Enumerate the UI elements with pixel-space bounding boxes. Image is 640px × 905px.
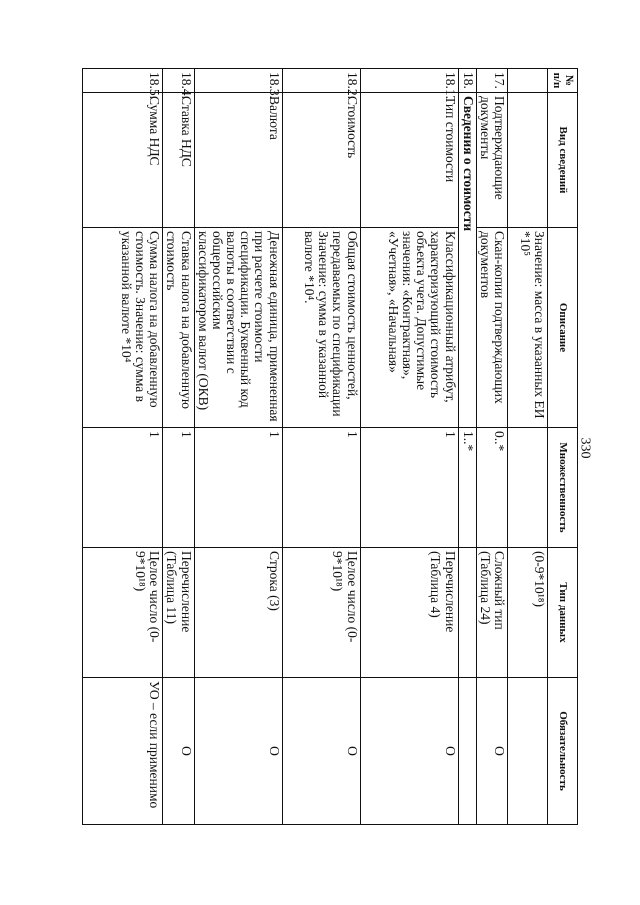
cell-desc: Общая стоимость ценностей, передаваемых по спецификации Значение: сумма в указанной валюте *10⁴. [282,228,360,428]
header-desc: Описание [548,228,578,428]
specification-table [82,68,578,825]
cell-type: Перечисление (Таблица 11) [163,548,194,678]
cell-kind: Ставка НДС [163,93,194,228]
cell-type: (0-9*10¹⁸) [508,548,548,678]
cell-kind [508,93,548,228]
cell-desc: Сумма налога на добавленную стоимость. Значение: сумма в указанной валюте *10⁴ [83,228,163,428]
cell-kind: Стоимость [282,93,360,228]
cell-mult: 0..* [476,428,507,548]
cell-kind: Валюта [194,93,282,228]
table-row [83,69,163,825]
cell-req [458,678,476,825]
cell-req: О [194,678,282,825]
cell-req: О [476,678,507,825]
cell-desc: Классификационный атрибут, характеризующий стоимость объекта учета. Допустимые значения: «Контрактная», «Учетная», «Начальная» [360,228,458,428]
cell-desc: Ставка налога на добавленную стоимость [163,228,194,428]
table-row [282,69,360,825]
cell-req [508,678,548,825]
table-row [360,69,458,825]
cell-req: О [282,678,360,825]
cell-num: 18.1. [360,69,458,93]
header-row [548,69,578,825]
cell-mult: 1 [360,428,458,548]
table-row [163,69,194,825]
cell-num: 17. [476,69,507,93]
cell-num: 18.3. [194,69,282,93]
table-row [476,69,507,825]
cell-mult: 1 [282,428,360,548]
table-row [194,69,282,825]
header-mult: Множественность [548,428,578,548]
header-num: № п/п [548,69,578,93]
table-row [458,69,476,825]
cell-req: О [360,678,458,825]
cell-mult: 1..* [458,428,476,548]
cell-type: Целое число (0-9*10¹⁸) [282,548,360,678]
header-type: Тип данных [548,548,578,678]
cell-num: 18. [458,69,476,93]
cell-req: О [163,678,194,825]
cell-mult [508,428,548,548]
header-req: Обязательность [548,678,578,825]
cell-desc: Денежная единица, примененная при расчете стоимости спецификации. Буквенный код валюты в соответствии с общероссийским классификатором валют (ОКВ) [194,228,282,428]
cell-section-title: Сведения о стоимости [458,93,476,428]
cell-kind: Тип стоимости [360,93,458,228]
cell-req: УО – если применимо [83,678,163,825]
cell-type [458,548,476,678]
cell-mult: 1 [163,428,194,548]
cell-num: 18.5. [83,69,163,93]
cell-desc: Значение: масса в указанных ЕИ *10⁵ [508,228,548,428]
cell-desc: Скан-копии подтверждающих документов [476,228,507,428]
cell-type: Строка (3) [194,548,282,678]
cell-mult: 1 [83,428,163,548]
cell-num: 18.2. [282,69,360,93]
cell-kind: Подтверждающие документы [476,93,507,228]
header-kind: Вид сведений [548,93,578,228]
rotated-table-container [112,68,578,824]
cell-num: 18.4. [163,69,194,93]
table-row [508,69,548,825]
cell-num [508,69,548,93]
cell-type: Сложный тип (Таблица 24) [476,548,507,678]
page-number: 330 [577,437,593,459]
cell-kind: Сумма НДС [83,93,163,228]
cell-type: Перечисление (Таблица 4) [360,548,458,678]
cell-mult: 1 [194,428,282,548]
cell-type: Целое число (0-9*10¹⁸) [83,548,163,678]
